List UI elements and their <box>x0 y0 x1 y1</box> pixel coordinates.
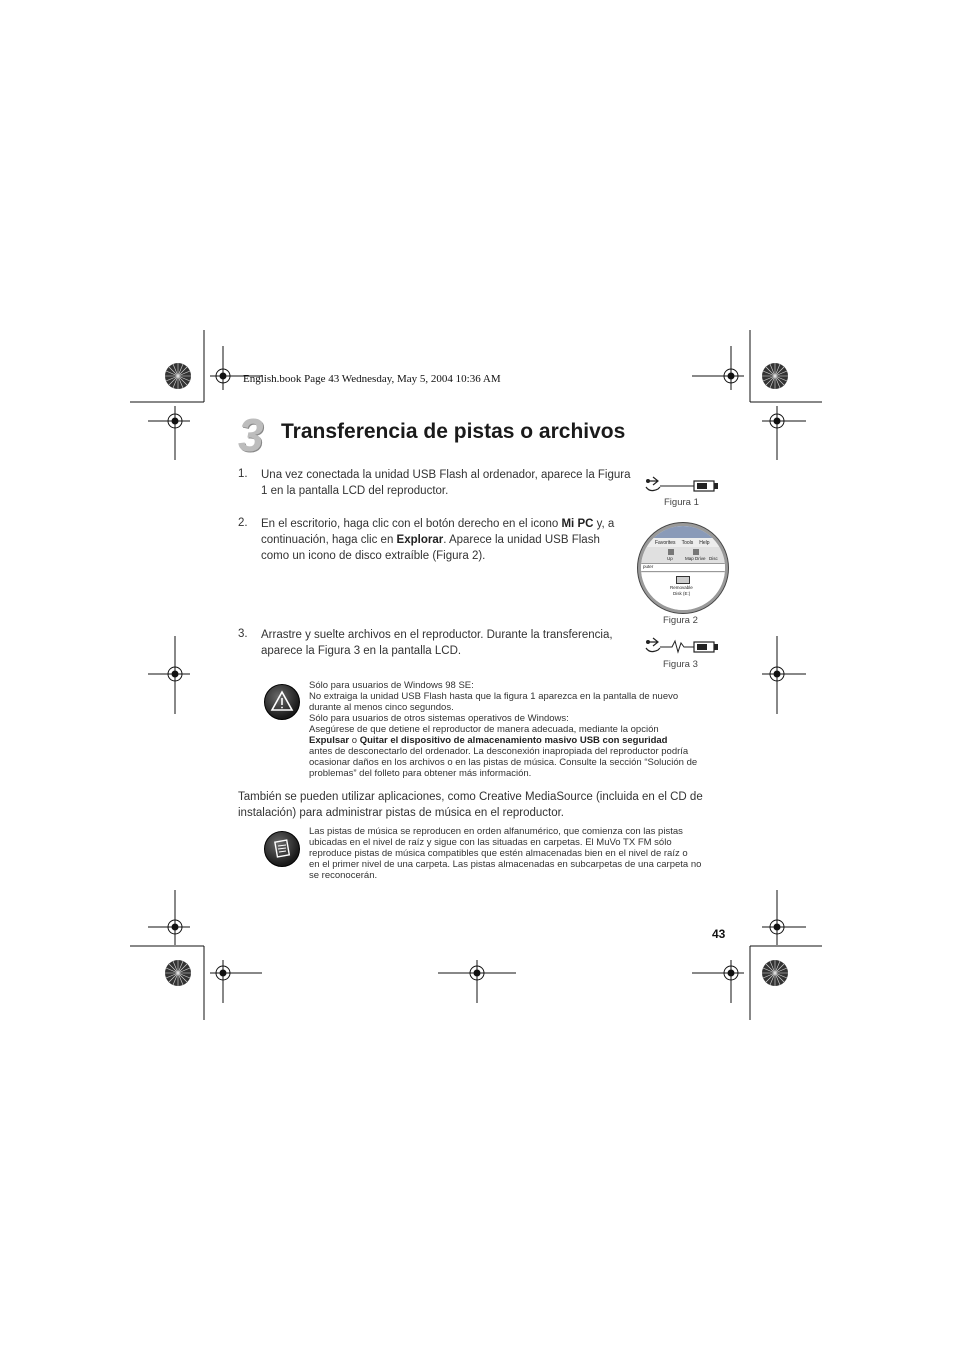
eject-term: Expulsar <box>309 735 350 746</box>
figure-2-label: Figura 2 <box>663 615 698 626</box>
window-titlebar <box>641 526 725 538</box>
address-bar: puter <box>641 564 725 572</box>
body-paragraph: También se pueden utilizar aplicaciones, como Creative MediaSource (incluida en el CD de instalación) para administrar pistas de música en el reproductor. <box>238 791 703 819</box>
map-drive-icon <box>693 549 699 555</box>
removable-disk-icon <box>676 576 690 584</box>
step-2-text <box>261 516 614 564</box>
chapter-number: 3 <box>238 409 264 461</box>
up-folder-icon <box>668 549 674 555</box>
explore-term: Explorar <box>396 534 444 546</box>
toolbar: Up Map Drive Disc <box>641 547 725 564</box>
figure-1-label: Figura 1 <box>664 497 699 508</box>
step-number: 3. <box>238 628 248 640</box>
starburst-mark <box>762 960 788 986</box>
step-number: 1. <box>238 468 248 480</box>
step-2-line: En el escritorio, haga clic con el botón derecho en el icono Mi PC y, a <box>261 518 615 530</box>
note-icon <box>264 831 300 867</box>
page-number: 43 <box>712 927 726 941</box>
safely-remove-term: Quitar el dispositivo de almacenamiento masivo USB con seguridad <box>359 735 668 746</box>
step-3-line: Arrastre y suelte archivos en el reproductor. Durante la transferencia, <box>261 629 613 641</box>
step-1-line: 1 en la pantalla LCD del reproductor. <box>261 485 449 497</box>
figure-3-label: Figura 3 <box>663 659 698 670</box>
warning-note: Sólo para usuarios de Windows 98 SE: No extraiga la unidad USB Flash hasta que la figura 1 aparezca en la pantalla de nuevo durante al menos cinco segundos. Sólo para usuarios de otros sistemas operativos de Windows: Asegúrese de que detiene el reproductor de manera adecuada, mediante la opción Expulsar o Quitar el dispositivo de almacenamiento masivo USB con seguridad antes de desconectarlo del ordenador. La desconexión inapropiada del reproductor podría ocasionar daños en los archivos o en las pistas de música. Consulte la sección “Solución de problemas” del folleto para obtener más información. <box>309 680 698 779</box>
starburst-mark <box>165 363 191 389</box>
step-2-line: continuación, haga clic en Explorar. Aparece la unidad USB Flash <box>261 534 600 546</box>
figure-2-explorer-zoom <box>638 523 728 613</box>
step-3-text <box>261 627 613 659</box>
step-1-line: Una vez conectada la unidad USB Flash al ordenador, aparece la Figura <box>261 469 631 481</box>
usb-transfer-icon <box>644 634 720 656</box>
my-pc-term: Mi PC <box>561 518 594 530</box>
starburst-mark <box>762 363 788 389</box>
warning-icon <box>264 684 300 720</box>
step-3-line: aparece la Figura 3 en la pantalla LCD. <box>261 645 462 657</box>
step-number: 2. <box>238 517 248 529</box>
usb-connected-icon <box>644 473 720 495</box>
page-title: Transferencia de pistas o archivos <box>281 420 626 443</box>
step-1-text <box>261 467 631 499</box>
file-view: Removable Disk (E:) <box>641 573 725 613</box>
info-note: Las pistas de música se reproducen en orden alfanumérico, que comienza con las pistas ubicadas en el nivel de raíz y sigue con las situadas en carpetas. El MuVo TX FM sólo reproduce pistas de música compatibles que estén almacenadas bien en el nivel de raíz o en el primer nivel de una carpeta. Las pistas almacenadas en subcarpetas de una carpeta no se reconocerán. <box>309 826 702 881</box>
step-2-line: como un icono de disco extraíble (Figura 2). <box>261 550 486 562</box>
book-header: English.book Page 43 Wednesday, May 5, 2004 10:36 AM <box>243 373 501 385</box>
menu-bar: Favorites Tools Help <box>655 539 710 546</box>
starburst-mark <box>165 960 191 986</box>
warning-triangle-icon <box>265 685 299 719</box>
notepad-icon <box>265 832 299 866</box>
